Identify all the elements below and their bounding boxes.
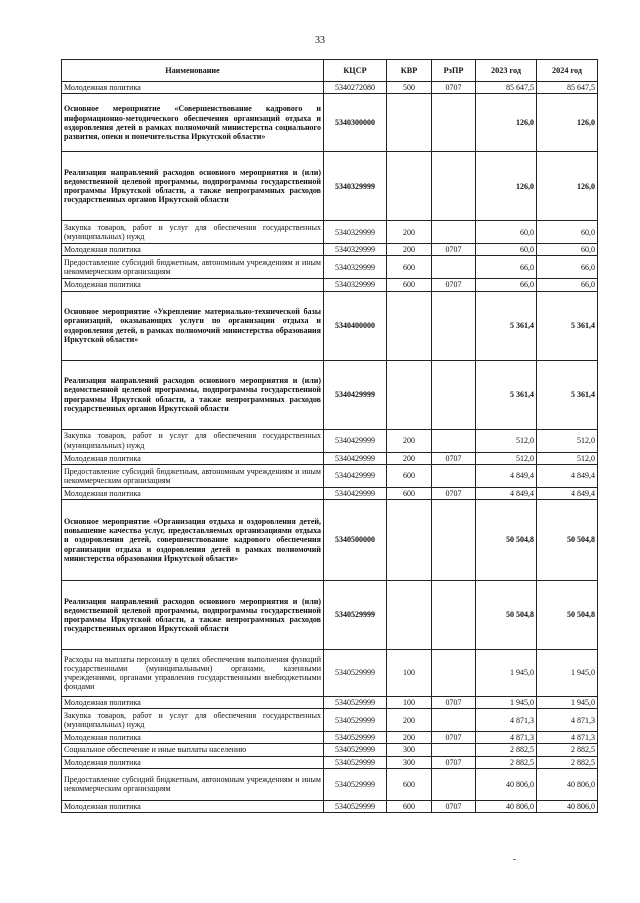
cell-kvr: 200: [387, 452, 432, 464]
table-row: [62, 649, 598, 696]
table-row: [62, 580, 598, 649]
cell-kvr: [387, 580, 432, 649]
cell-2023: 4 871,3: [476, 732, 537, 744]
cell-kvr: 200: [387, 429, 432, 452]
cell-rzpr: [432, 152, 476, 221]
table-row: [62, 464, 598, 487]
cell-code: 5340400000: [324, 291, 387, 360]
cell-2024: 1 945,0: [537, 696, 598, 708]
table-row: [62, 696, 598, 708]
cell-kvr: 500: [387, 82, 432, 94]
cell-name: Основное мероприятие «Организация отдыха и оздоровления детей, повышение качества услуг, предоставляемых организациями отдыха и оздоровления детей, совершенствование кадрового обеспечения организации отдыха и оздоровления детей в рамках полномочий министерства образования Иркутской области»: [62, 499, 324, 580]
header-kvr: КВР: [387, 60, 432, 82]
budget-table: [61, 59, 598, 813]
cell-kvr: [387, 152, 432, 221]
cell-code: 5340429999: [324, 487, 387, 499]
cell-name: Молодежная политика: [62, 696, 324, 708]
cell-name: Реализация направлений расходов основного мероприятия и (или) ведомственной целевой программы, подпрограммы государственной программы Иркутской области, а также непрограммных расходов государственных органов Иркутской области: [62, 360, 324, 429]
cell-2024: 50 504,8: [537, 499, 598, 580]
cell-kvr: 300: [387, 744, 432, 756]
cell-2024: 66,0: [537, 256, 598, 279]
cell-2023: 126,0: [476, 94, 537, 152]
table-row: [62, 768, 598, 800]
cell-code: 5340329999: [324, 256, 387, 279]
cell-name: Молодежная политика: [62, 452, 324, 464]
cell-2024: 66,0: [537, 279, 598, 291]
scan-mark: [513, 859, 516, 860]
cell-kvr: [387, 499, 432, 580]
cell-2024: 40 806,0: [537, 768, 598, 800]
cell-code: 5340500000: [324, 499, 387, 580]
cell-rzpr: [432, 291, 476, 360]
cell-code: 5340529999: [324, 696, 387, 708]
cell-2023: 4 849,4: [476, 464, 537, 487]
cell-2024: 2 882,5: [537, 744, 598, 756]
cell-name: Предоставление субсидий бюджетным, автономным учреждениям и иным некоммерческим организациям: [62, 464, 324, 487]
cell-2023: 126,0: [476, 152, 537, 221]
cell-rzpr: [432, 744, 476, 756]
table-row: [62, 82, 598, 94]
cell-name: Закупка товаров, работ и услуг для обеспечения государственных (муниципальных) нужд: [62, 709, 324, 732]
cell-2023: 512,0: [476, 452, 537, 464]
cell-2024: 5 361,4: [537, 360, 598, 429]
cell-rzpr: 0707: [432, 800, 476, 812]
cell-code: 5340529999: [324, 732, 387, 744]
cell-name: Основное мероприятие «Совершенствование кадрового и информационно-методического обеспечения организаций отдыха и оздоровления детей в рамках полномочий министерства социального развития, опеки и попечительства Иркутской области»: [62, 94, 324, 152]
table-row: [62, 487, 598, 499]
cell-rzpr: [432, 649, 476, 696]
page-number: 33: [315, 35, 325, 46]
cell-rzpr: 0707: [432, 452, 476, 464]
header-name: Наименование: [62, 60, 324, 82]
cell-2023: 2 882,5: [476, 744, 537, 756]
cell-code: 5340529999: [324, 580, 387, 649]
cell-name: Молодежная политика: [62, 756, 324, 768]
table-row: [62, 152, 598, 221]
cell-code: 5340329999: [324, 244, 387, 256]
header-year-2023: 2023 год: [476, 60, 537, 82]
cell-code: 5340329999: [324, 152, 387, 221]
cell-code: 5340529999: [324, 709, 387, 732]
cell-code: 5340529999: [324, 744, 387, 756]
cell-2024: 40 806,0: [537, 800, 598, 812]
table-header: [62, 60, 598, 82]
table-row: [62, 499, 598, 580]
header-rzpr: РзПР: [432, 60, 476, 82]
cell-kvr: 600: [387, 487, 432, 499]
cell-2023: 85 647,5: [476, 82, 537, 94]
table-row: [62, 744, 598, 756]
cell-kvr: 200: [387, 709, 432, 732]
cell-2024: 50 504,8: [537, 580, 598, 649]
cell-name: Предоставление субсидий бюджетным, автономным учреждениям и иным некоммерческим организациям: [62, 256, 324, 279]
cell-2024: 1 945,0: [537, 649, 598, 696]
table-row: [62, 732, 598, 744]
table-row: [62, 221, 598, 244]
cell-kvr: [387, 291, 432, 360]
cell-2024: 126,0: [537, 94, 598, 152]
table-row: [62, 756, 598, 768]
cell-name: Реализация направлений расходов основного мероприятия и (или) ведомственной целевой программы, подпрограммы государственной программы Иркутской области, а также непрограммных расходов государственных органов Иркутской области: [62, 152, 324, 221]
cell-2023: 4 871,3: [476, 709, 537, 732]
table-body: [62, 82, 598, 813]
cell-2023: 2 882,5: [476, 756, 537, 768]
cell-2023: 50 504,8: [476, 580, 537, 649]
cell-name: Закупка товаров, работ и услуг для обеспечения государственных (муниципальных) нужд: [62, 429, 324, 452]
cell-2024: 4 849,4: [537, 464, 598, 487]
cell-rzpr: [432, 709, 476, 732]
cell-name: Предоставление субсидий бюджетным, автономным учреждениям и иным некоммерческим организациям: [62, 768, 324, 800]
header-row: [62, 60, 598, 82]
cell-kvr: 600: [387, 279, 432, 291]
cell-code: 5340529999: [324, 768, 387, 800]
cell-2023: 40 806,0: [476, 768, 537, 800]
table-row: [62, 800, 598, 812]
cell-code: 5340300000: [324, 94, 387, 152]
cell-2024: 5 361,4: [537, 291, 598, 360]
cell-2024: 4 871,3: [537, 732, 598, 744]
cell-kvr: 600: [387, 464, 432, 487]
cell-kvr: 200: [387, 221, 432, 244]
cell-code: 5340529999: [324, 756, 387, 768]
cell-rzpr: 0707: [432, 732, 476, 744]
cell-code: 5340272080: [324, 82, 387, 94]
cell-rzpr: 0707: [432, 279, 476, 291]
cell-code: 5340329999: [324, 279, 387, 291]
cell-rzpr: [432, 221, 476, 244]
cell-code: 5340429999: [324, 429, 387, 452]
cell-2023: 66,0: [476, 279, 537, 291]
cell-2023: 5 361,4: [476, 360, 537, 429]
cell-rzpr: [432, 464, 476, 487]
table-row: [62, 244, 598, 256]
cell-name: Молодежная политика: [62, 82, 324, 94]
cell-2024: 4 849,4: [537, 487, 598, 499]
cell-code: 5340429999: [324, 452, 387, 464]
cell-code: 5340529999: [324, 649, 387, 696]
table-row: [62, 256, 598, 279]
cell-2023: 512,0: [476, 429, 537, 452]
cell-2023: 1 945,0: [476, 649, 537, 696]
cell-rzpr: 0707: [432, 244, 476, 256]
cell-code: 5340329999: [324, 221, 387, 244]
cell-rzpr: 0707: [432, 82, 476, 94]
cell-kvr: 600: [387, 800, 432, 812]
cell-kvr: 200: [387, 244, 432, 256]
cell-2023: 40 806,0: [476, 800, 537, 812]
header-year-2024: 2024 год: [537, 60, 598, 82]
table-row: [62, 279, 598, 291]
table-row: [62, 360, 598, 429]
cell-name: Основное мероприятие «Укрепление материально-технической базы организаций, оказывающих услуги по организации отдыха и оздоровления детей, в рамках полномочий министерства образования Иркутской области»: [62, 291, 324, 360]
cell-rzpr: [432, 580, 476, 649]
cell-rzpr: 0707: [432, 756, 476, 768]
cell-2023: 50 504,8: [476, 499, 537, 580]
cell-2024: 512,0: [537, 429, 598, 452]
cell-name: Реализация направлений расходов основного мероприятия и (или) ведомственной целевой программы, подпрограммы государственной программы Иркутской области, а также непрограммных расходов государственных органов Иркутской области: [62, 580, 324, 649]
cell-rzpr: [432, 768, 476, 800]
cell-2023: 5 361,4: [476, 291, 537, 360]
cell-kvr: [387, 94, 432, 152]
table-row: [62, 429, 598, 452]
cell-2024: 4 871,3: [537, 709, 598, 732]
cell-code: 5340529999: [324, 800, 387, 812]
cell-name: Расходы на выплаты персоналу в целях обеспечения выполнения функций государственными (муниципальными) органами, казенными учреждениями, органами управления государственными внебюджетными фондами: [62, 649, 324, 696]
cell-rzpr: [432, 256, 476, 279]
cell-rzpr: [432, 94, 476, 152]
cell-2023: 60,0: [476, 221, 537, 244]
cell-kvr: 200: [387, 732, 432, 744]
cell-name: Закупка товаров, работ и услуг для обеспечения государственных (муниципальных) нужд: [62, 221, 324, 244]
cell-2024: 512,0: [537, 452, 598, 464]
cell-rzpr: [432, 499, 476, 580]
table-row: [62, 452, 598, 464]
cell-kvr: [387, 360, 432, 429]
header-code: КЦСР: [324, 60, 387, 82]
cell-kvr: 600: [387, 256, 432, 279]
cell-rzpr: 0707: [432, 696, 476, 708]
cell-rzpr: [432, 360, 476, 429]
cell-2024: 60,0: [537, 244, 598, 256]
cell-name: Молодежная политика: [62, 800, 324, 812]
cell-name: Социальное обеспечение и иные выплаты населению: [62, 744, 324, 756]
cell-rzpr: [432, 429, 476, 452]
cell-kvr: 300: [387, 756, 432, 768]
cell-2024: 85 647,5: [537, 82, 598, 94]
table-row: [62, 709, 598, 732]
cell-2023: 60,0: [476, 244, 537, 256]
cell-2023: 66,0: [476, 256, 537, 279]
cell-code: 5340429999: [324, 464, 387, 487]
table-row: [62, 94, 598, 152]
cell-name: Молодежная политика: [62, 279, 324, 291]
cell-kvr: 600: [387, 768, 432, 800]
table-row: [62, 291, 598, 360]
cell-2024: 126,0: [537, 152, 598, 221]
cell-2023: 1 945,0: [476, 696, 537, 708]
cell-kvr: 100: [387, 696, 432, 708]
cell-name: Молодежная политика: [62, 487, 324, 499]
cell-name: Молодежная политика: [62, 244, 324, 256]
cell-kvr: 100: [387, 649, 432, 696]
cell-rzpr: 0707: [432, 487, 476, 499]
cell-2023: 4 849,4: [476, 487, 537, 499]
cell-name: Молодежная политика: [62, 732, 324, 744]
cell-2024: 60,0: [537, 221, 598, 244]
cell-code: 5340429999: [324, 360, 387, 429]
cell-2024: 2 882,5: [537, 756, 598, 768]
